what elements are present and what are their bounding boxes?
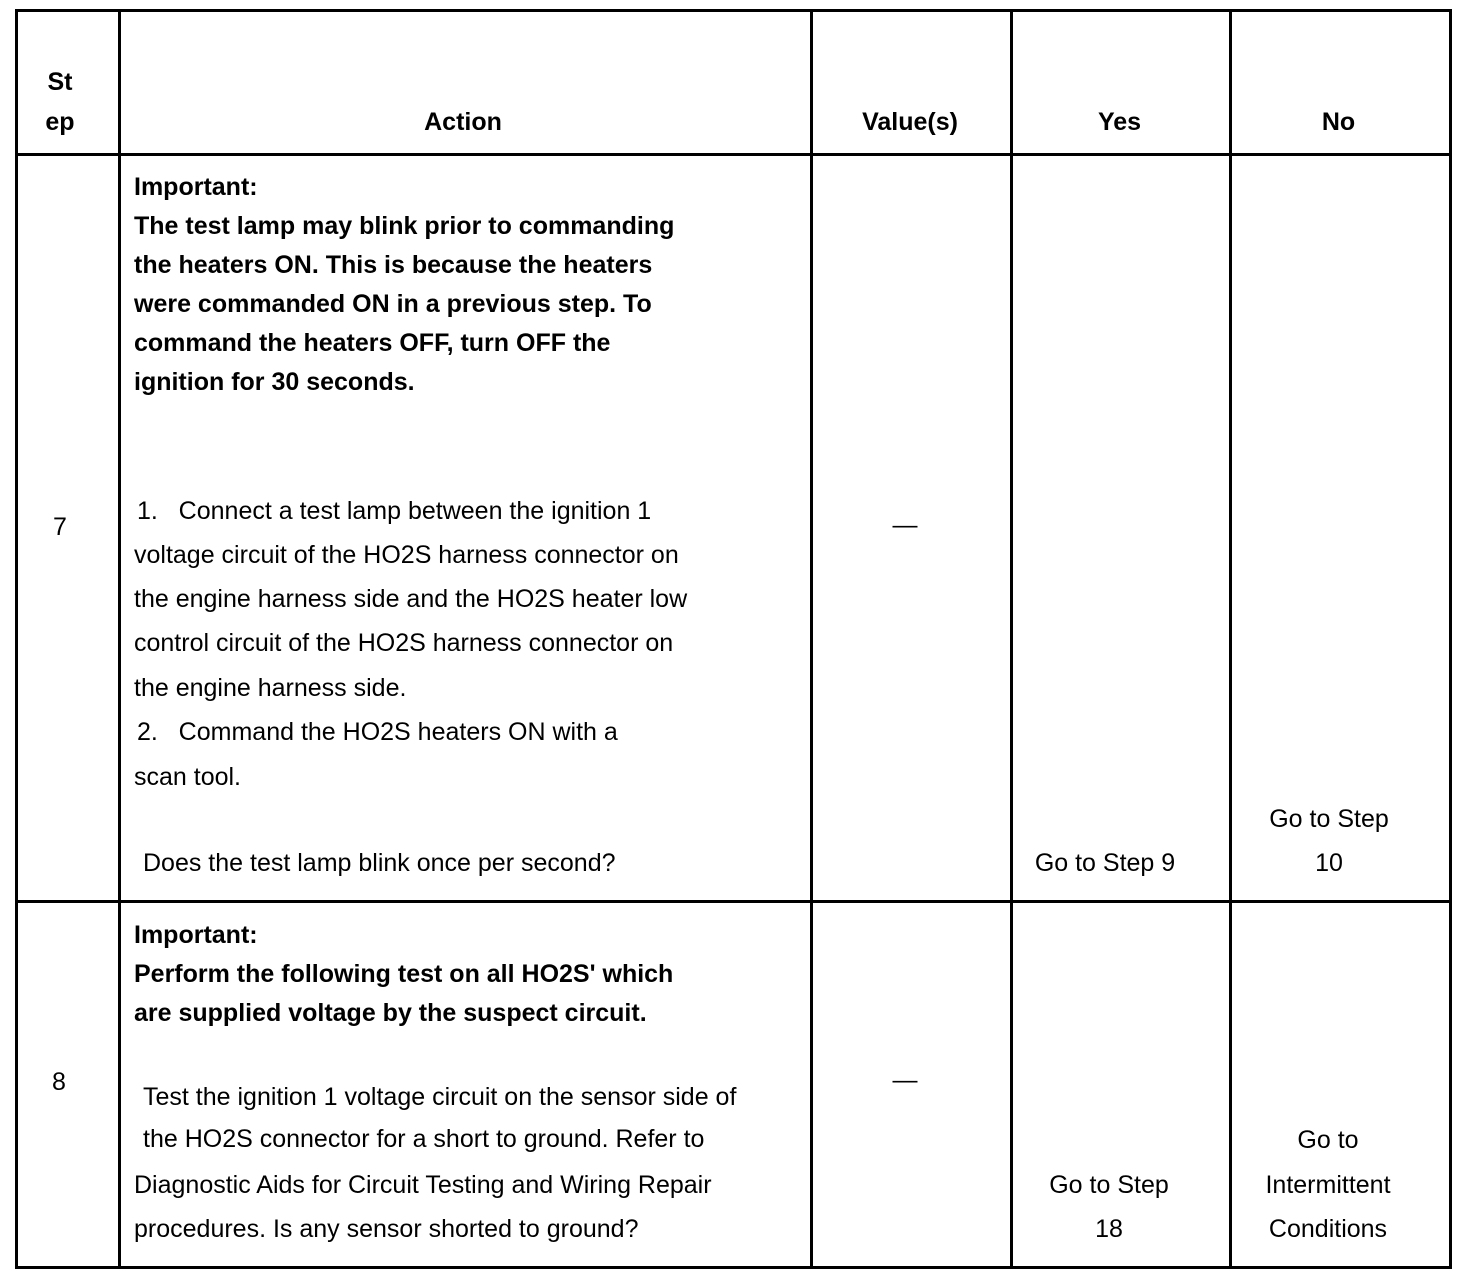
column-divider: [118, 12, 121, 1266]
header-values: Value(s): [862, 108, 958, 136]
action-line: scan tool.: [134, 763, 242, 791]
no-outcome-line: Conditions: [1268, 1215, 1388, 1243]
action-line: the engine harness side.: [134, 674, 407, 702]
important-label: Important:: [134, 921, 258, 949]
header-step-line2: ep: [45, 108, 75, 136]
header-step-line1: St: [47, 68, 73, 96]
column-divider: [1010, 12, 1013, 1266]
action-line: 1. Connect a test lamp between the ignition 1: [137, 497, 652, 525]
action-line: procedures. Is any sensor shorted to ground?: [134, 1215, 639, 1243]
important-line: command the heaters OFF, turn OFF the: [134, 329, 611, 357]
header-action: Action: [424, 108, 502, 136]
header-yes: Yes: [1097, 108, 1142, 136]
important-label: Important:: [134, 173, 258, 201]
action-line: Diagnostic Aids for Circuit Testing and Wiring Repair: [134, 1171, 712, 1199]
action-line: Test the ignition 1 voltage circuit on the sensor side of: [143, 1083, 737, 1111]
no-outcome-line: Go to: [1297, 1126, 1359, 1154]
value-dash: —: [892, 1066, 918, 1094]
no-outcome-line: 10: [1315, 849, 1343, 877]
important-line: ignition for 30 seconds.: [134, 368, 415, 396]
action-line: voltage circuit of the HO2S harness connector on: [134, 541, 679, 569]
action-line: the HO2S connector for a short to ground. Refer to: [143, 1125, 705, 1153]
yes-outcome: Go to Step 9: [1034, 849, 1176, 877]
step-number: 8: [52, 1068, 66, 1096]
value-dash: —: [892, 511, 918, 539]
important-line: were commanded ON in a previous step. To: [134, 290, 652, 318]
important-line: are supplied voltage by the suspect circuit.: [134, 999, 647, 1027]
row-divider: [18, 153, 1449, 156]
important-line: The test lamp may blink prior to commanding: [134, 212, 675, 240]
no-outcome-line: Go to Step: [1269, 805, 1389, 833]
no-outcome-line: Intermittent: [1265, 1171, 1391, 1199]
header-no: No: [1321, 108, 1356, 136]
row-divider: [18, 900, 1449, 903]
yes-outcome-line: Go to Step: [1049, 1171, 1169, 1199]
important-line: the heaters ON. This is because the heaters: [134, 251, 653, 279]
yes-outcome-line: 18: [1095, 1215, 1123, 1243]
step-number: 7: [53, 513, 67, 541]
action-line: control circuit of the HO2S harness connector on: [134, 629, 674, 657]
action-line: 2. Command the HO2S heaters ON with a: [137, 718, 618, 746]
important-line: Perform the following test on all HO2S' which: [134, 960, 674, 988]
action-line: the engine harness side and the HO2S heater low: [134, 585, 688, 613]
question: Does the test lamp blink once per second?: [143, 849, 616, 877]
column-divider: [1229, 12, 1232, 1266]
